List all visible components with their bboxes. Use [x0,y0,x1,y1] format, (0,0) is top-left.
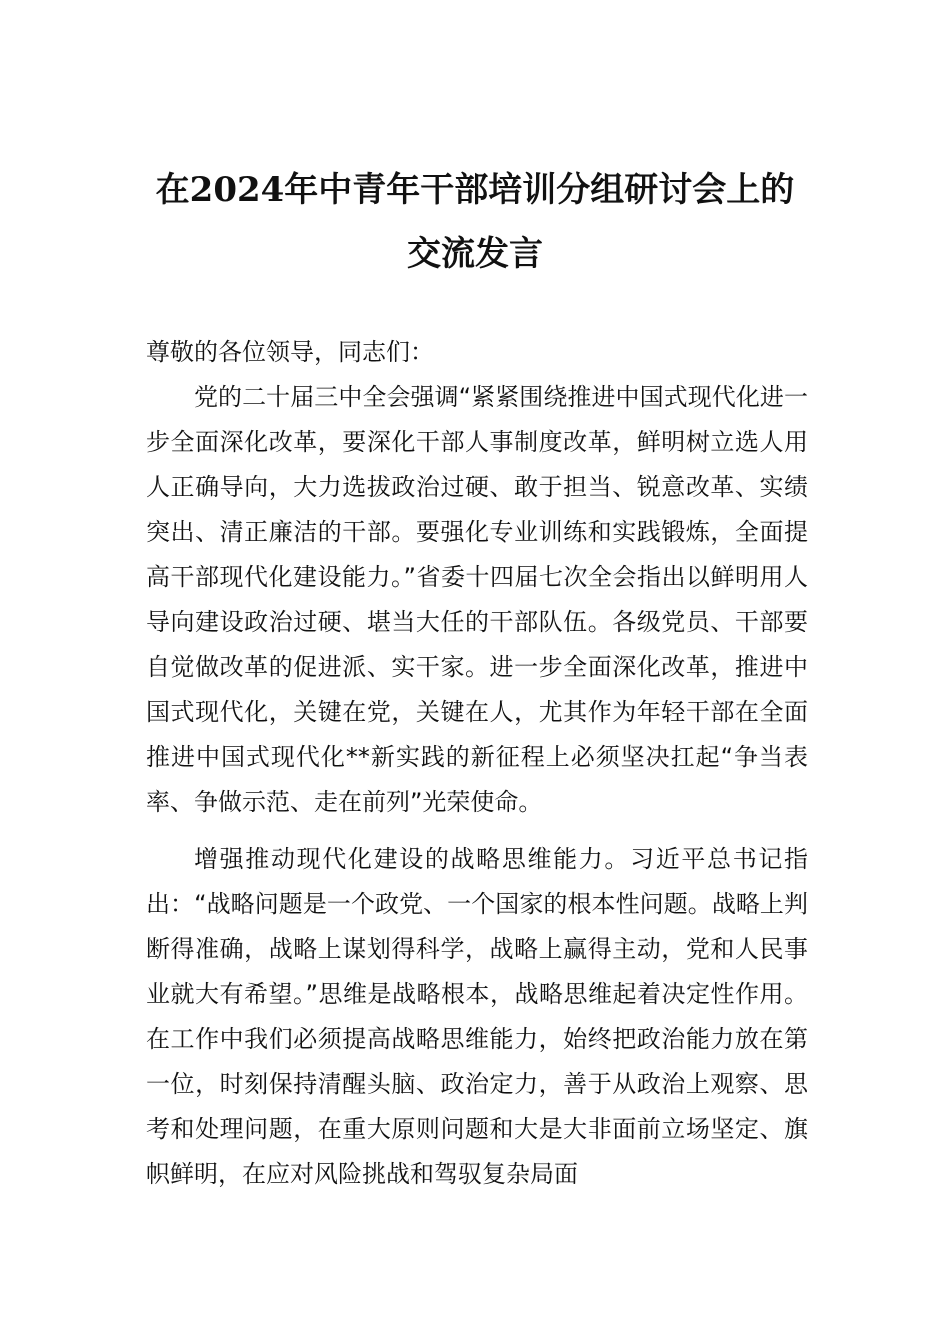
paragraph-1: 党的二十届三中全会强调“紧紧围绕推进中国式现代化进一步全面深化改革，要深化干部人事制度改革，鲜明树立选人用人正确导向，大力选拔政治过硬、敢于担当、锐意改革、实绩突出、清正廉洁的干部。要强化专业训练和实践锻炼，全面提高干部现代化建设能力。”省委十四届七次全会指出以鲜明用人导向建设政治过硬、堪当大任的干部队伍。各级党员、干部要自觉做改革的促进派、实干家。进一步全面深化改革，推进中国式现代化，关键在党，关键在人，尤其作为年轻干部在全面推进中国式现代化**新实践的新征程上必须坚决扛起“争当表率、争做示范、走在前列”光荣使命。 [146,383,808,816]
paragraph-2: 增强推动现代化建设的战略思维能力。习近平总书记指出：“战略问题是一个政党、一个国家的根本性问题。战略上判断得准确，战略上谋划得科学，战略上赢得主动，党和人民事业就大有希望。”思维是战略根本，战略思维起着决定性作用。在工作中我们必须提高战略思维能力，始终把政治能力放在第一位，时刻保持清醒头脑、政治定力，善于从政治上观察、思考和处理问题，在重大原则问题和大是大非面前立场坚定、旗帜鲜明，在应对风险挑战和驾驭复杂局面 [146,845,808,1188]
document-body [146,330,808,1197]
document-title-line-2: 交流发言 [407,234,543,274]
salutation: 尊敬的各位领导，同志们： [146,338,434,366]
document-title-line-1: 在2024年中青年干部培训分组研讨会上的 [155,170,795,210]
